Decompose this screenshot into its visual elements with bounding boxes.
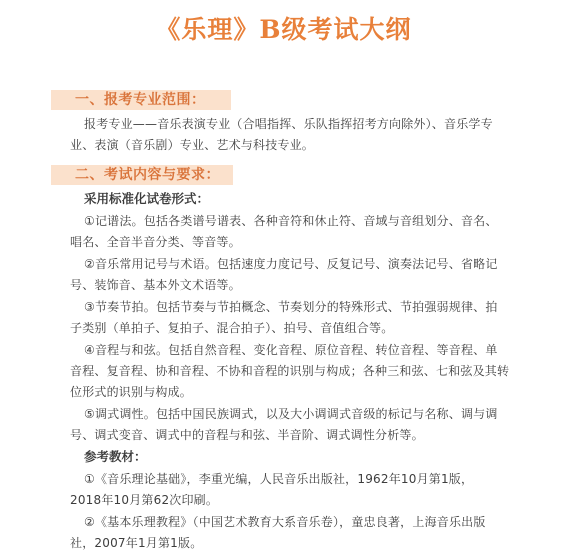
- content-line: 位形式的识别与构成。: [70, 385, 193, 399]
- content-line: 号、装饰音、基本外文术语等。: [70, 278, 241, 292]
- content-line: ⑤调式调性。包括中国民族调式，以及大小调调式音级的标记与名称、调与调: [84, 407, 498, 421]
- content-line: ③节奏节拍。包括节奏与节拍概念、节奏划分的特殊形式、节拍强弱规律、拍: [84, 300, 498, 314]
- reference-line: ②《基本乐理教程》（中国艺术教育大系音乐卷），童忠良著，上海音乐出版: [84, 515, 486, 529]
- format-label: 采用标准化试卷形式：: [84, 191, 210, 206]
- references-label: 参考教材：: [84, 449, 147, 464]
- content-line: ①记谱法。包括各类谱号谱表、各种音符和休止符、音域与音组划分、音名、: [84, 214, 498, 228]
- scope-line: 报考专业——音乐表演专业（合唱指挥、乐队指挥招考方向除外）、音乐学专: [84, 117, 493, 131]
- scope-line: 业、表演（音乐剧）专业、艺术与科技专业。: [70, 138, 315, 152]
- content-line: ④音程与和弦。包括自然音程、变化音程、原位音程、转位音程、等音程、单: [84, 343, 498, 357]
- content-line: ②音乐常用记号与术语。包括速度力度记号、反复记号、演奏法记号、省略记: [84, 257, 498, 271]
- content-line: 唱名、全音半音分类、等音等。: [70, 235, 241, 249]
- reference-line: 2018年10月第62次印刷。: [70, 493, 219, 507]
- page-title: 《乐理》B级考试大纲: [155, 15, 412, 44]
- content-line: 音程、复音程、协和音程、不协和音程的识别与构成；各种三和弦、七和弦及其转: [70, 364, 510, 378]
- reference-line: 社，2007年1月第1版。: [70, 536, 203, 550]
- content-line: 子类别（单拍子、复拍子、混合拍子）、拍号、音值组合等。: [70, 321, 394, 335]
- section-heading-scope: 一、报考专业范围：: [51, 90, 231, 110]
- reference-line: ①《音乐理论基础》，李重光编，人民音乐出版社，1962年10月第1版，: [84, 472, 474, 486]
- section-heading-content: 二、考试内容与要求：: [51, 165, 233, 185]
- content-line: 号、调式变音、调式中的音程与和弦、半音阶、调式调性分析等。: [70, 428, 424, 442]
